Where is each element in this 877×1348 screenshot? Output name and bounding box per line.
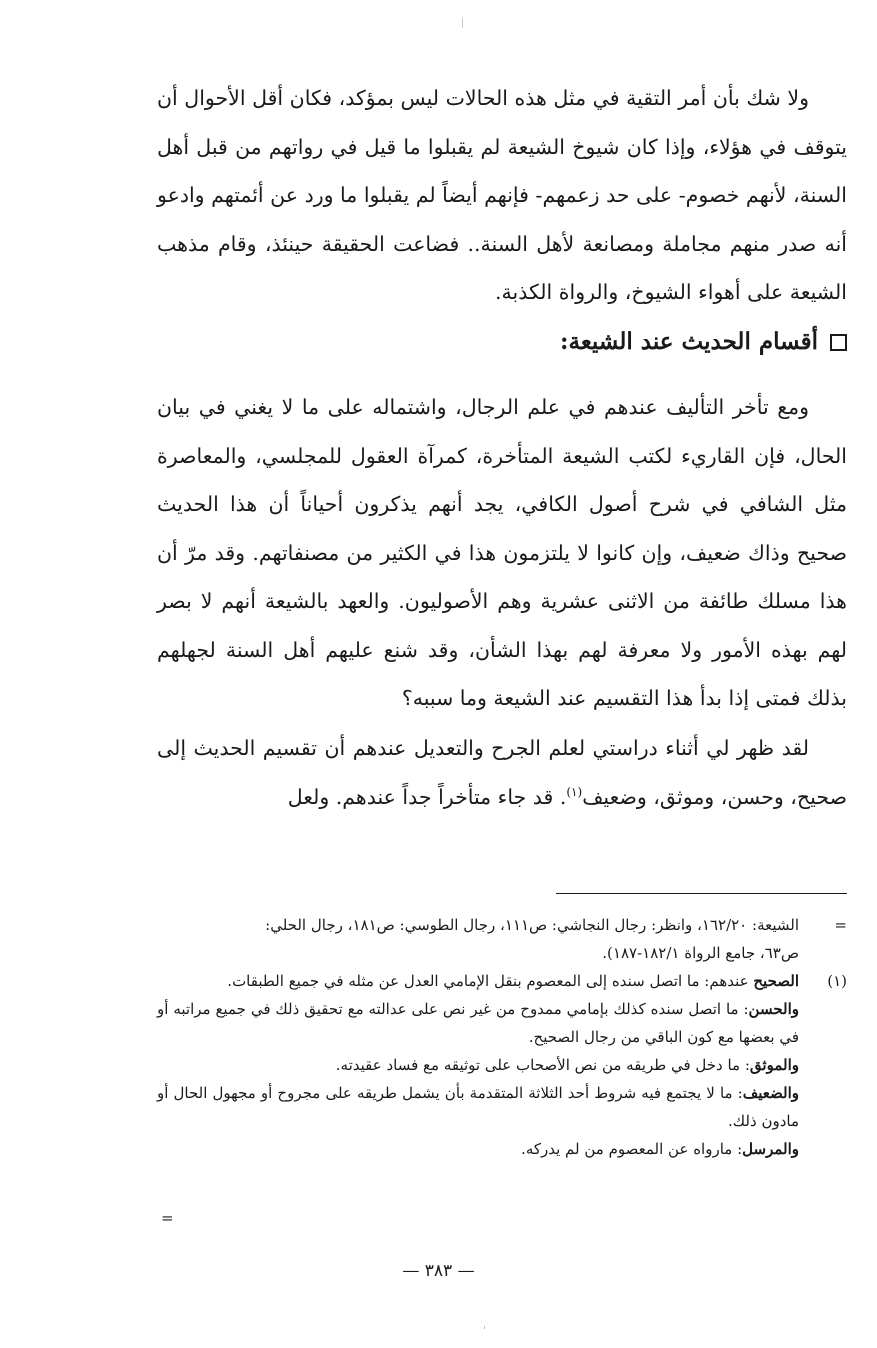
continuation-mark: = xyxy=(161,1209,174,1227)
footnote-term: والحسن xyxy=(748,1000,799,1018)
footnote-continued xyxy=(157,911,847,967)
footnote-continued-line: الشيعة: ١٦٢/٢٠، وانظر: رجال النجاشي: ص١١١، رجال الطوسي: ص١٨١، رجال الحلي: xyxy=(265,916,799,934)
paragraph-1-text: ولا شك بأن أمر التقية في مثل هذه الحالات ليس بمؤكد، فكان أقل الأحوال أن يتوقف في هؤلاء، وإذا كان شيوخ الشيعة لم يقبلوا ما قيل في رواتهم من قبل أهل السنة، لأنهم خصوم- على حد زعمهم- فإنهم أيضاً لم يقبلوا ما ورد عن أئمتهم وادعو أنه صدر منهم مجاملة ومصانعة لأهل السنة.. فضاعت الحقيقة حينئذ، وقام مذهب الشيعة على أهواء الشيوخ، والرواة الكذبة. xyxy=(157,86,847,304)
paragraph-taqiyya xyxy=(157,74,847,317)
square-bullet-icon xyxy=(830,334,847,351)
section-heading-text: أقسام الحديث عند الشيعة: xyxy=(560,328,818,355)
footnote-definition: : مارواه عن المعصوم من لم يدركه. xyxy=(521,1140,743,1158)
paragraph-3-text xyxy=(157,724,847,821)
footnotes-section xyxy=(157,911,847,1163)
footnote-term: والضعيف xyxy=(742,1084,799,1102)
footnote-reference: (١) xyxy=(566,784,583,799)
footnote-entry-muwaththaq xyxy=(157,1051,799,1079)
footnote-entry-sahih xyxy=(157,967,799,995)
footnote-separator xyxy=(556,893,847,894)
page-number: — ٣٨٣ — xyxy=(402,1261,475,1281)
page-number-value: ٣٨٣ xyxy=(424,1261,453,1281)
scan-artifact-bottom xyxy=(484,1326,485,1329)
footnote-continued-marker: = xyxy=(834,916,847,934)
paragraph-classification xyxy=(157,724,847,821)
footnote-definition: : ما لا يجتمع فيه شروط أحد الثلاثة المتقدمة بأن يشمل طريقه على مجروح أو مجهول الحال أو مادون ذلك. xyxy=(157,1084,799,1130)
footnote-entry-mursal xyxy=(157,1135,799,1163)
footnote-1-marker: (١) xyxy=(827,972,847,990)
paragraph-3-part-2: . قد جاء متأخراً جداً عندهم. ولعل xyxy=(287,784,567,809)
footnote-1 xyxy=(157,967,847,1163)
footnote-entry-daif xyxy=(157,1079,799,1135)
footnote-definition: : ما اتصل سنده كذلك بإمامي ممدوح من غير نص على عدالته مع تحقيق ذلك في جميع مراتبه أو في بعضها مع كون الباقي من رجال الصحيح. xyxy=(157,1000,799,1046)
footnote-term: والمرسل xyxy=(742,1140,799,1158)
footnote-entry-hasan xyxy=(157,995,799,1051)
section-heading xyxy=(157,322,847,362)
paragraph-3-part-1: لقد ظهر لي أثناء دراستي لعلم الجرح والتعديل عندهم أن تقسيم الحديث إلى صحيح، وحسن، وموثق، وضعيف xyxy=(157,736,847,809)
footnote-definition: عندهم: ما اتصل سنده إلى المعصوم بنقل الإمامي العدل عن مثله في جميع الطبقات. xyxy=(227,972,754,990)
footnote-continued-line: ص٦٣، جامع الرواة ١٨٢/١-١٨٧). xyxy=(602,944,799,962)
scan-artifact-top xyxy=(462,18,463,28)
footnote-term: الصحيح xyxy=(753,972,799,990)
paragraph-2-text: ومع تأخر التأليف عندهم في علم الرجال، واشتماله على ما لا يغني في بيان الحال، فإن القاريء لكتب الشيعة المتأخرة، كمرآة العقول للمجلسي، والمعاصرة مثل الشافي في شرح أصول الكافي، يجد أنهم يذكرون أحياناً أن هذا الحديث صحيح وذاك ضعيف، وإن كانوا لا يلتزمون هذا في الكثير من مصنفاتهم. وقد مرّ أن هذا مسلك طائفة من الاثنى عشرية وهم الأصوليون. والعهد بالشيعة أنهم لا بصر لهم بهذه الأمور ولا معرفة لهم بهذا الشأن، وقد شنع عليهم أهل السنة لجهلهم بذلك فمتى إذا بدأ هذا التقسيم عند الشيعة وما سببه؟ xyxy=(157,395,847,710)
paragraph-hadith-division xyxy=(157,383,847,723)
footnote-definition: : ما دخل في طريقه من نص الأصحاب على توثيقه مع فساد عقيدته. xyxy=(335,1056,750,1074)
footnote-term: والموثق xyxy=(749,1056,799,1074)
